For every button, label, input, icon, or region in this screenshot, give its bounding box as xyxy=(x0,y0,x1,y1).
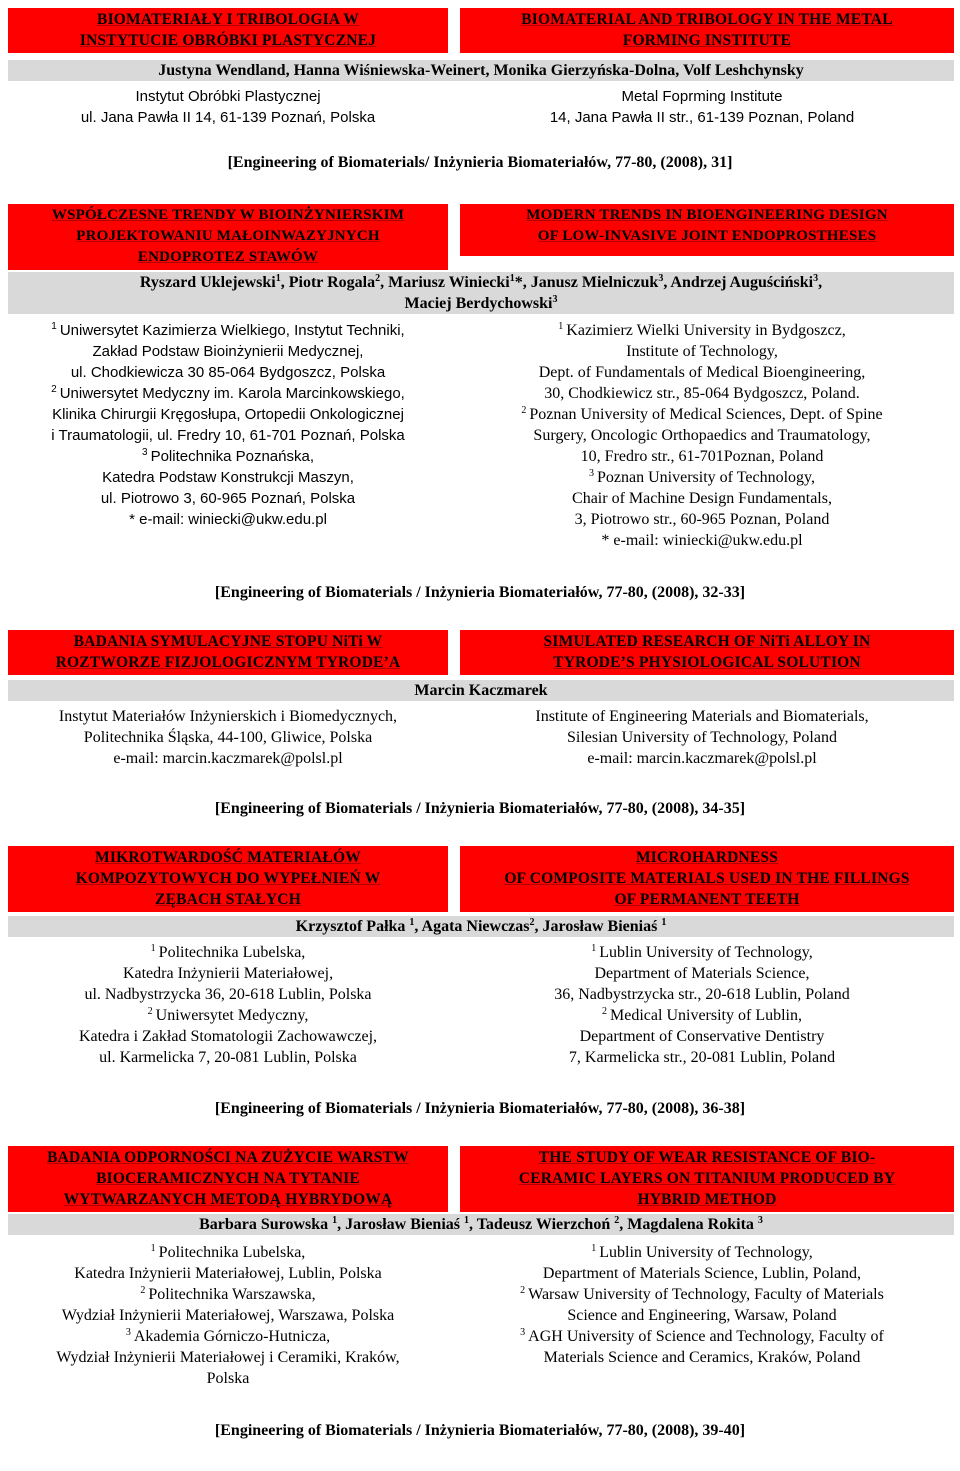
entry-4-title-row xyxy=(8,846,954,912)
author-name-text: Barbara Surowska xyxy=(199,1216,333,1233)
affiliation-line xyxy=(452,488,952,509)
entry-3-affiliation-pl: Instytut Materiałów Inżynierskich i Biomedycznych, Politechnika Śląska, 44-100, Gliwice, Polska e-mail: marcin.kaczmarek@polsl.pl xyxy=(58,708,398,767)
affiliation-line xyxy=(452,1305,952,1326)
entry-5-affiliation-en xyxy=(452,1242,952,1368)
affiliation-text: Uniwersytet Medyczny, xyxy=(155,1007,309,1024)
affiliation-text: Warsaw University of Technology, Faculty of Materials xyxy=(528,1286,884,1303)
affiliation-line xyxy=(452,984,952,1005)
affiliation-text: Klinika Chirurgii Kręgosłupa, Ortopedii Onkologicznej xyxy=(52,406,404,423)
entry-3-title-pl: BADANIA SYMULACYJNE STOPU NiTi W ROZTWORZE FIZJOLOGICZNYM TYRODE’A xyxy=(8,630,448,675)
affiliation-text: Katedra Inżynierii Materiałowej, xyxy=(122,965,334,982)
author-name-text: , xyxy=(818,274,823,291)
affiliation-text: * e-mail: winiecki@ukw.edu.pl xyxy=(601,532,803,549)
affiliation-line xyxy=(8,963,448,984)
affiliation-line xyxy=(452,320,952,341)
entry-2-authors xyxy=(8,272,954,314)
entry-3-citation: [Engineering of Biomaterials / Inżynieria Biomateriałów, 77-80, (2008), 34-35] xyxy=(214,800,746,817)
affiliation-number: 1 xyxy=(591,1243,597,1254)
affiliation-line xyxy=(452,425,952,446)
entry-5-title-pl: BADANIA ODPORNOŚCI NA ZUŻYCIE WARSTW BIOCERAMICZNYCH NA TYTANIE WYTWARZANYCH METODĄ HYBRYDOWĄ xyxy=(8,1146,448,1212)
affiliation-text: Katedra Inżynierii Materiałowej, Lublin, Polska xyxy=(74,1265,382,1282)
author-affiliation-number: 1 xyxy=(275,273,281,284)
entry-2-title-row xyxy=(8,204,954,270)
author-name-text: , Agata Niewczas xyxy=(414,918,530,935)
affiliation-text: * e-mail: winiecki@ukw.edu.pl xyxy=(129,511,327,528)
affiliation-text: Katedra Podstaw Konstrukcji Maszyn, xyxy=(102,469,354,486)
affiliation-line xyxy=(8,1242,448,1263)
affiliation-text: Politechnika Poznańska, xyxy=(150,448,314,465)
affiliation-number: 1 xyxy=(591,943,597,954)
affiliation-number: 3 xyxy=(142,447,148,458)
affiliation-text: 30, Chodkiewicz str., 85-064 Bydgoszcz, Poland. xyxy=(544,385,860,402)
affiliation-text: ul. Nadbystrzycka 36, 20-618 Lublin, Polska xyxy=(84,986,372,1003)
affiliation-line xyxy=(8,1005,448,1026)
author-name-text: *, Janusz Mielniczuk xyxy=(514,274,659,291)
affiliation-line xyxy=(8,942,448,963)
author-name-text: , Tadeusz Wierzchoń xyxy=(469,1216,615,1233)
affiliation-line xyxy=(8,984,448,1005)
entry-4-affiliation-en xyxy=(452,942,952,1068)
affiliation-text: ul. Karmelicka 7, 20-081 Lublin, Polska xyxy=(99,1049,357,1066)
affiliation-line xyxy=(8,1347,448,1368)
entry-2-title-pl: WSPÓŁCZESNE TRENDY W BIOINŻYNIERSKIM PROJEKTOWANIU MAŁOINWAZYJNYCH ENDOPROTEZ STAWÓW xyxy=(8,204,448,270)
affiliation-line xyxy=(8,341,448,362)
author-affiliation-number: 2 xyxy=(614,1215,620,1226)
affiliation-text: Wydział Inżynierii Materiałowej, Warszawa, Polska xyxy=(61,1307,395,1324)
entry-1-authors: Justyna Wendland, Hanna Wiśniewska-Weinert, Monika Gierzyńska-Dolna, Volf Leshchynsky xyxy=(8,60,954,81)
author-affiliation-number: 1 xyxy=(409,917,415,928)
entry-4-citation: [Engineering of Biomaterials / Inżynieria Biomateriałów, 77-80, (2008), 36-38] xyxy=(214,1100,746,1117)
author-affiliation-number: 1 xyxy=(464,1215,469,1226)
affiliation-line xyxy=(452,404,952,425)
affiliation-line xyxy=(452,446,952,467)
author-name-text: Maciej Berdychowski xyxy=(404,295,553,312)
affiliation-text: Department of Materials Science, xyxy=(594,965,810,982)
affiliation-text: Politechnika Warszawska, xyxy=(148,1286,316,1303)
affiliation-number: 1 xyxy=(150,1243,156,1254)
author-name-text: , Jarosław Bieniaś xyxy=(337,1216,464,1233)
affiliation-text: Surgery, Oncologic Orthopaedics and Traumatology, xyxy=(533,427,871,444)
affiliation-line xyxy=(8,1284,448,1305)
affiliation-text: Kazimierz Wielki University in Bydgoszcz, xyxy=(566,322,846,339)
author-name-text: , Mariusz Winiecki xyxy=(380,274,510,291)
affiliation-text: Poznan University of Medical Sciences, Dept. of Spine xyxy=(529,406,883,423)
affiliation-line xyxy=(452,1026,952,1047)
entry-5-title-row xyxy=(8,1146,954,1212)
entry-1-affiliation-en: Metal Foprming Institute 14, Jana Pawła II str., 61-139 Poznan, Poland xyxy=(549,88,855,126)
entry-2-title-en: MODERN TRENDS IN BIOENGINEERING DESIGN OF LOW-INVASIVE JOINT ENDOPROSTHESES xyxy=(460,204,954,256)
affiliation-number: 3 xyxy=(125,1327,131,1338)
affiliation-number: 1 xyxy=(558,321,564,332)
author-affiliation-number: 2 xyxy=(375,273,381,284)
affiliation-line xyxy=(8,404,448,425)
affiliation-number: 3 xyxy=(520,1327,526,1338)
entry-1-title-row xyxy=(8,8,954,53)
affiliation-line xyxy=(452,1263,952,1284)
entry-2-authors-line-2 xyxy=(8,293,954,314)
affiliation-text: ul. Piotrowo 3, 60-965 Poznań, Polska xyxy=(100,490,356,507)
affiliation-number: 1 xyxy=(150,943,156,954)
affiliation-text: Department of Conservative Dentistry xyxy=(579,1028,825,1045)
author-affiliation-number: 3 xyxy=(757,1215,763,1226)
affiliation-line xyxy=(8,362,448,383)
affiliation-line xyxy=(8,320,448,341)
author-affiliation-number: 2 xyxy=(529,917,535,928)
author-name-text: , Piotr Rogala xyxy=(280,274,376,291)
affiliation-text: Politechnika Lubelska, xyxy=(158,1244,306,1261)
entry-5-title-en: THE STUDY OF WEAR RESISTANCE OF BIO- CERAMIC LAYERS ON TITANIUM PRODUCED BY HYBRID METHOD xyxy=(460,1146,954,1212)
affiliation-text: Poznan University of Technology, xyxy=(597,469,815,486)
affiliation-number: 2 xyxy=(602,1006,608,1017)
author-name-text: , Magdalena Rokita xyxy=(619,1216,758,1233)
affiliation-text: Zakład Podstaw Bioinżynierii Medycznej, xyxy=(92,343,364,360)
entry-4-title-pl: MIKROTWARDOŚĆ MATERIAŁÓW KOMPOZYTOWYCH DO WYPEŁNIEŃ W ZĘBACH STAŁYCH xyxy=(8,846,448,912)
affiliation-text: Wydział Inżynierii Materiałowej i Ceramiki, Kraków, xyxy=(56,1349,400,1366)
entry-2-affiliation-en xyxy=(452,320,952,551)
author-name-text: Ryszard Uklejewski xyxy=(139,274,276,291)
affiliation-line xyxy=(452,1005,952,1026)
affiliation-line xyxy=(452,362,952,383)
affiliation-text: Akademia Górniczo-Hutnicza, xyxy=(133,1328,331,1345)
affiliation-line xyxy=(452,383,952,404)
affiliation-line xyxy=(452,341,952,362)
affiliation-number: 2 xyxy=(140,1285,146,1296)
affiliation-line xyxy=(452,963,952,984)
author-affiliation-number: 1 xyxy=(661,917,667,928)
entry-4-authors xyxy=(8,916,954,937)
affiliation-text: 36, Nadbystrzycka str., 20-618 Lublin, Poland xyxy=(554,986,850,1003)
affiliation-text: ul. Chodkiewicza 30 85-064 Bydgoszcz, Polska xyxy=(70,364,386,381)
entry-2-citation: [Engineering of Biomaterials / Inżynieria Biomateriałów, 77-80, (2008), 32-33] xyxy=(214,584,746,601)
entry-5-authors xyxy=(8,1214,954,1235)
author-affiliation-number: 3 xyxy=(813,273,819,284)
affiliation-line xyxy=(452,942,952,963)
affiliation-text: Materials Science and Ceramics, Kraków, Poland xyxy=(543,1349,861,1366)
entry-1-title-pl: BIOMATERIAŁY I TRIBOLOGIA W INSTYTUCIE OBRÓBKI PLASTYCZNEJ xyxy=(8,8,448,53)
affiliation-text: Institute of Technology, xyxy=(626,343,778,360)
affiliation-text: Department of Materials Science, Lublin, Poland, xyxy=(542,1265,862,1282)
entry-3-title-en: SIMULATED RESEARCH OF NiTi ALLOY IN TYRODE’S PHYSIOLOGICAL SOLUTION xyxy=(460,630,954,675)
affiliation-text: Science and Engineering, Warsaw, Poland xyxy=(567,1307,837,1324)
entry-4-affiliation-pl xyxy=(8,942,448,1068)
affiliation-number: 2 xyxy=(147,1006,153,1017)
affiliation-text: 7, Karmelicka str., 20-081 Lublin, Poland xyxy=(568,1049,836,1066)
author-name-text: , Andrzej Auguściński xyxy=(663,274,814,291)
affiliation-text: Chair of Machine Design Fundamentals, xyxy=(572,490,832,507)
affiliation-text: AGH University of Science and Technology, Faculty of xyxy=(528,1328,884,1345)
entry-1-citation: [Engineering of Biomaterials/ Inżynieria Biomateriałów, 77-80, (2008), 31] xyxy=(227,154,733,171)
entry-5-affiliation-pl xyxy=(8,1242,448,1389)
affiliation-line xyxy=(8,425,448,446)
affiliation-text: 3, Piotrowo str., 60-965 Poznan, Poland xyxy=(574,511,830,528)
affiliation-line xyxy=(452,509,952,530)
entry-2-affiliation-pl xyxy=(8,320,448,530)
affiliation-line xyxy=(8,446,448,467)
affiliation-line xyxy=(8,1026,448,1047)
affiliation-text: Medical University of Lublin, xyxy=(610,1007,802,1024)
affiliation-number: 3 xyxy=(589,468,595,479)
author-affiliation-number: 3 xyxy=(658,273,664,284)
affiliation-number: 2 xyxy=(521,405,527,416)
affiliation-text: Dept. of Fundamentals of Medical Bioengineering, xyxy=(538,364,866,381)
affiliation-text: 10, Fredro str., 61-701Poznan, Poland xyxy=(580,448,824,465)
entry-2-authors-line-1 xyxy=(8,272,954,293)
affiliation-line xyxy=(8,509,448,530)
entry-1-title-en: BIOMATERIAL AND TRIBOLOGY IN THE METAL FORMING INSTITUTE xyxy=(460,8,954,53)
entry-4-title-en: MICROHARDNESS OF COMPOSITE MATERIALS USED IN THE FILLINGS OF PERMANENT TEETH xyxy=(460,846,954,912)
affiliation-text: Politechnika Lubelska, xyxy=(158,944,306,961)
affiliation-line xyxy=(8,1368,448,1389)
affiliation-line xyxy=(452,1242,952,1263)
affiliation-line xyxy=(8,1305,448,1326)
affiliation-text: Uniwersytet Medyczny im. Karola Marcinkowskiego, xyxy=(59,385,405,402)
affiliation-line xyxy=(8,467,448,488)
author-affiliation-number: 1 xyxy=(332,1215,338,1226)
affiliation-text: i Traumatologii, ul. Fredry 10, 61-701 Poznań, Polska xyxy=(51,427,405,444)
author-name-text: Krzysztof Pałka xyxy=(295,918,410,935)
author-name-text: , Jarosław Bieniaś xyxy=(534,918,662,935)
affiliation-line xyxy=(8,488,448,509)
entry-3-title-row xyxy=(8,630,954,675)
affiliation-line xyxy=(452,530,952,551)
entry-5-citation: [Engineering of Biomaterials / Inżynieria Biomateriałów, 77-80, (2008), 39-40] xyxy=(214,1422,746,1439)
affiliation-line xyxy=(452,467,952,488)
affiliation-text: Katedra i Zakład Stomatologii Zachowawczej, xyxy=(78,1028,378,1045)
affiliation-text: Lublin University of Technology, xyxy=(599,944,813,961)
affiliation-text: Polska xyxy=(206,1370,250,1387)
affiliation-line xyxy=(8,1326,448,1347)
affiliation-line xyxy=(452,1326,952,1347)
affiliation-line xyxy=(8,383,448,404)
entry-1-affiliation-pl: Instytut Obróbki Plastycznej ul. Jana Pawła II 14, 61-139 Poznań, Polska xyxy=(80,88,376,126)
affiliation-line xyxy=(8,1047,448,1068)
author-affiliation-number: 1 xyxy=(509,273,515,284)
affiliation-line xyxy=(452,1284,952,1305)
affiliation-line xyxy=(452,1347,952,1368)
affiliation-text: Uniwersytet Kazimierza Wielkiego, Instytut Techniki, xyxy=(59,322,405,339)
affiliation-number: 2 xyxy=(520,1285,526,1296)
affiliation-number: 1 xyxy=(51,321,57,332)
entry-3-authors: Marcin Kaczmarek xyxy=(8,680,954,701)
affiliation-number: 2 xyxy=(51,384,57,395)
entry-3-affiliation-en: Institute of Engineering Materials and Biomaterials, Silesian University of Technology, Poland e-mail: marcin.kaczmarek@polsl.pl xyxy=(535,708,869,767)
affiliation-text: Lublin University of Technology, xyxy=(599,1244,813,1261)
author-affiliation-number: 3 xyxy=(552,294,558,305)
affiliation-line xyxy=(8,1263,448,1284)
affiliation-line xyxy=(452,1047,952,1068)
